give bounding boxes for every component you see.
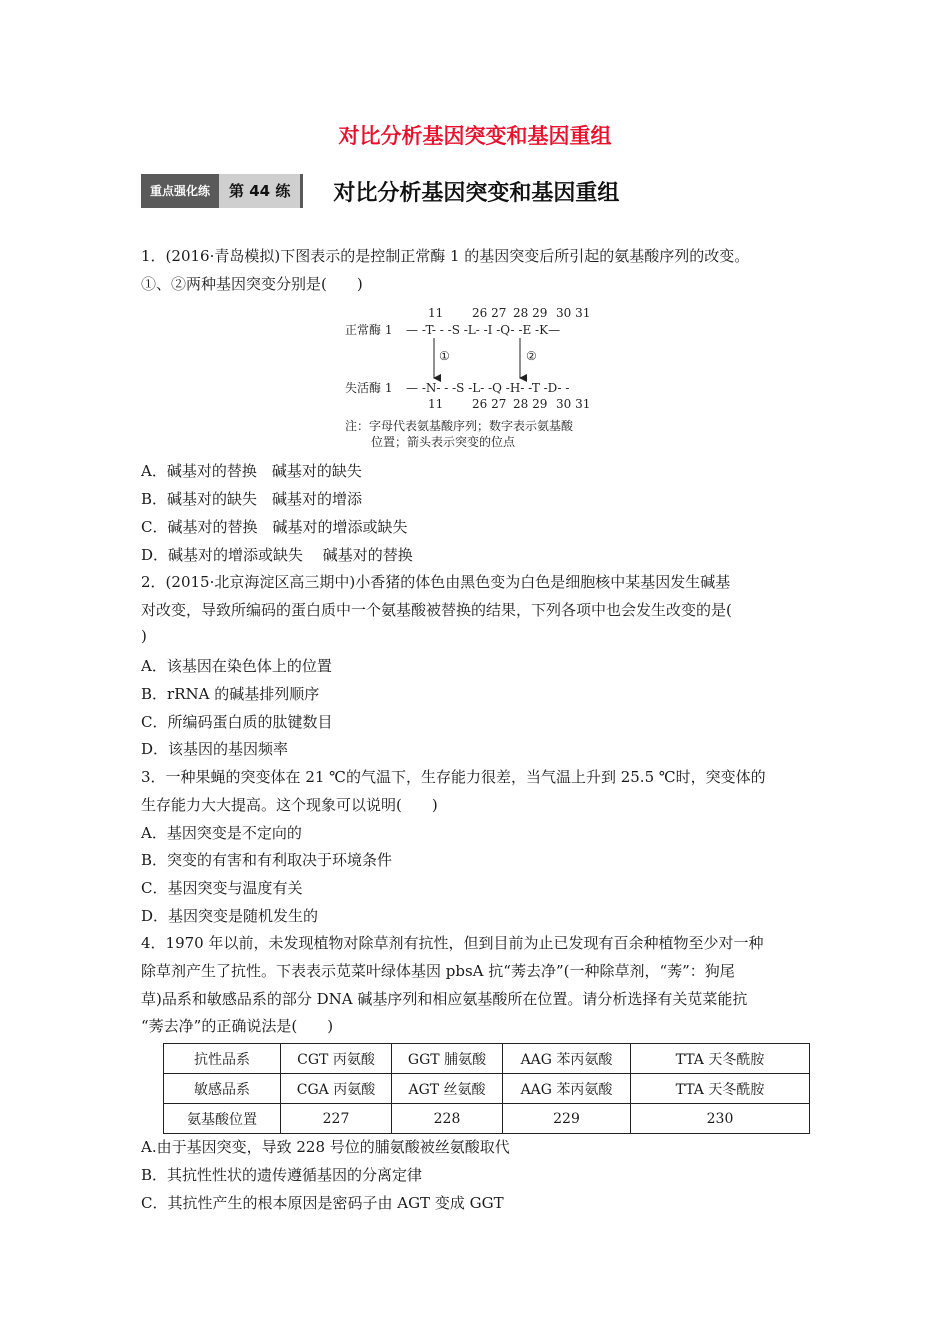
table-cell: 229 bbox=[503, 1104, 631, 1134]
q1-option-c: C．碱基对的替换 碱基对的增添或缺失 bbox=[141, 518, 408, 536]
q3-stem-line2: 生存能力大大提高。这个现象可以说明( ) bbox=[141, 796, 438, 814]
q1-stem-line2: ①、②两种基因突变分别是( ) bbox=[141, 275, 363, 293]
section-title: 对比分析基因突变和基因重组 bbox=[333, 180, 620, 206]
q4-option-b: B．其抗性性状的遗传遵循基因的分离定律 bbox=[141, 1166, 423, 1184]
section-badge-category: 重点强化练 bbox=[141, 174, 219, 208]
fig-top-num-26-27: 26 27 bbox=[472, 306, 507, 320]
q2-option-b: B．rRNA 的碱基排列顺序 bbox=[141, 685, 320, 703]
table-cell: 抗性品系 bbox=[164, 1044, 281, 1074]
fig-bottom-num-28-29: 28 29 bbox=[513, 397, 548, 411]
fig-bottom-num-30-31: 30 31 bbox=[556, 397, 591, 411]
q3-option-a: A．基因突变是不定向的 bbox=[141, 824, 302, 842]
table-cell: 230 bbox=[631, 1104, 810, 1134]
fig-bottom-num-11: 11 bbox=[428, 397, 444, 411]
q1-stem-line1: 1．(2016·青岛模拟)下图表示的是控制正常酶 1 的基因突变后所引起的氨基酸序列的改变。 bbox=[141, 247, 750, 265]
table-cell: TTA 天冬酰胺 bbox=[631, 1044, 810, 1074]
q2-option-d: D．该基因的基因频率 bbox=[141, 740, 289, 758]
q3-stem-line1: 3．一种果蝇的突变体在 21 ℃的气温下，生存能力很差，当气温上升到 25.5 ℃时，突变体的 bbox=[141, 768, 766, 786]
table-cell: 敏感品系 bbox=[164, 1074, 281, 1104]
table-cell: 227 bbox=[281, 1104, 392, 1134]
q3-option-c: C．基因突变与温度有关 bbox=[141, 879, 303, 897]
table-cell: TTA 天冬酰胺 bbox=[631, 1074, 810, 1104]
q4-stem-line3: 草)品系和敏感品系的部分 DNA 碱基序列和相应氨基酸所在位置。请分析选择有关苋菜能抗 bbox=[141, 990, 748, 1008]
table-row bbox=[164, 1104, 810, 1134]
fig-arrow2-label: ② bbox=[526, 349, 537, 363]
section-header bbox=[141, 174, 619, 208]
fig-note-line1: 注：字母代表氨基酸序列；数字表示氨基酸 bbox=[345, 419, 574, 433]
q1-mutation-figure bbox=[340, 302, 620, 454]
q1-option-b: B．碱基对的缺失 碱基对的增添 bbox=[141, 490, 363, 508]
q1-option-a: A．碱基对的替换 碱基对的缺失 bbox=[141, 462, 362, 480]
table-cell: AAG 苯丙氨酸 bbox=[503, 1074, 631, 1104]
q4-option-a: A.由于基因突变，导致 228 号位的脯氨酸被丝氨酸取代 bbox=[141, 1138, 510, 1156]
table-cell: AGT 丝氨酸 bbox=[392, 1074, 503, 1104]
table-cell: CGA 丙氨酸 bbox=[281, 1074, 392, 1104]
fig-mutant-label: 失活酶 1 bbox=[345, 381, 393, 395]
q2-option-a: A．该基因在染色体上的位置 bbox=[141, 657, 332, 675]
table-cell: CGT 丙氨酸 bbox=[281, 1044, 392, 1074]
q3-option-b: B．突变的有害和有利取决于环境条件 bbox=[141, 851, 393, 869]
table-cell: 228 bbox=[392, 1104, 503, 1134]
q2-stem-line1: 2．(2015·北京海淀区高三期中)小香猪的体色由黑色变为白色是细胞核中某基因发生碱基 bbox=[141, 573, 731, 591]
q2-option-c: C．所编码蛋白质的肽键数目 bbox=[141, 713, 333, 731]
table-cell: AAG 苯丙氨酸 bbox=[503, 1044, 631, 1074]
q4-stem-line2: 除草剂产生了抗性。下表表示苋菜叶绿体基因 pbsA 抗“莠去净”(一种除草剂，“莠”：狗尾 bbox=[141, 962, 735, 980]
fig-normal-label: 正常酶 1 bbox=[345, 323, 393, 337]
fig-bottom-num-26-27: 26 27 bbox=[472, 397, 507, 411]
q2-stem-line2: 对改变，导致所编码的蛋白质中一个氨基酸被替换的结果，下列各项中也会发生改变的是( bbox=[141, 601, 732, 619]
q3-option-d: D．基因突变是随机发生的 bbox=[141, 907, 319, 925]
fig-note-line2: 位置；箭头表示突变的位点 bbox=[371, 435, 516, 449]
fig-arrow1-label: ① bbox=[439, 349, 450, 363]
fig-top-num-28-29: 28 29 bbox=[513, 306, 548, 320]
table-cell: GGT 脯氨酸 bbox=[392, 1044, 503, 1074]
q4-option-c: C．其抗性产生的根本原因是密码子由 AGT 变成 GGT bbox=[141, 1194, 504, 1212]
fig-top-num-11: 11 bbox=[428, 306, 444, 320]
table-row bbox=[164, 1044, 810, 1074]
q4-stem-line4: “莠去净”的正确说法是( ) bbox=[141, 1017, 334, 1035]
table-row bbox=[164, 1074, 810, 1104]
q4-sequence-table bbox=[163, 1043, 810, 1134]
fig-normal-seq: — -T- - -S -L- -I -Q- -E -K— bbox=[406, 323, 561, 337]
page-title: 对比分析基因突变和基因重组 bbox=[338, 124, 612, 148]
fig-top-num-30-31: 30 31 bbox=[556, 306, 591, 320]
section-badge-number: 第 44 练 bbox=[219, 174, 303, 208]
fig-mutant-seq: — -N- - -S -L- -Q -H- -T -D- - bbox=[406, 381, 570, 395]
table-cell: 氨基酸位置 bbox=[164, 1104, 281, 1134]
q4-stem-line1: 4．1970 年以前，未发现植物对除草剂有抗性，但到目前为止已发现有百余种植物至少对一种 bbox=[141, 934, 764, 952]
q1-option-d: D．碱基对的增添或缺失 碱基对的替换 bbox=[141, 546, 413, 564]
q2-stem-line3: ) bbox=[141, 627, 147, 645]
